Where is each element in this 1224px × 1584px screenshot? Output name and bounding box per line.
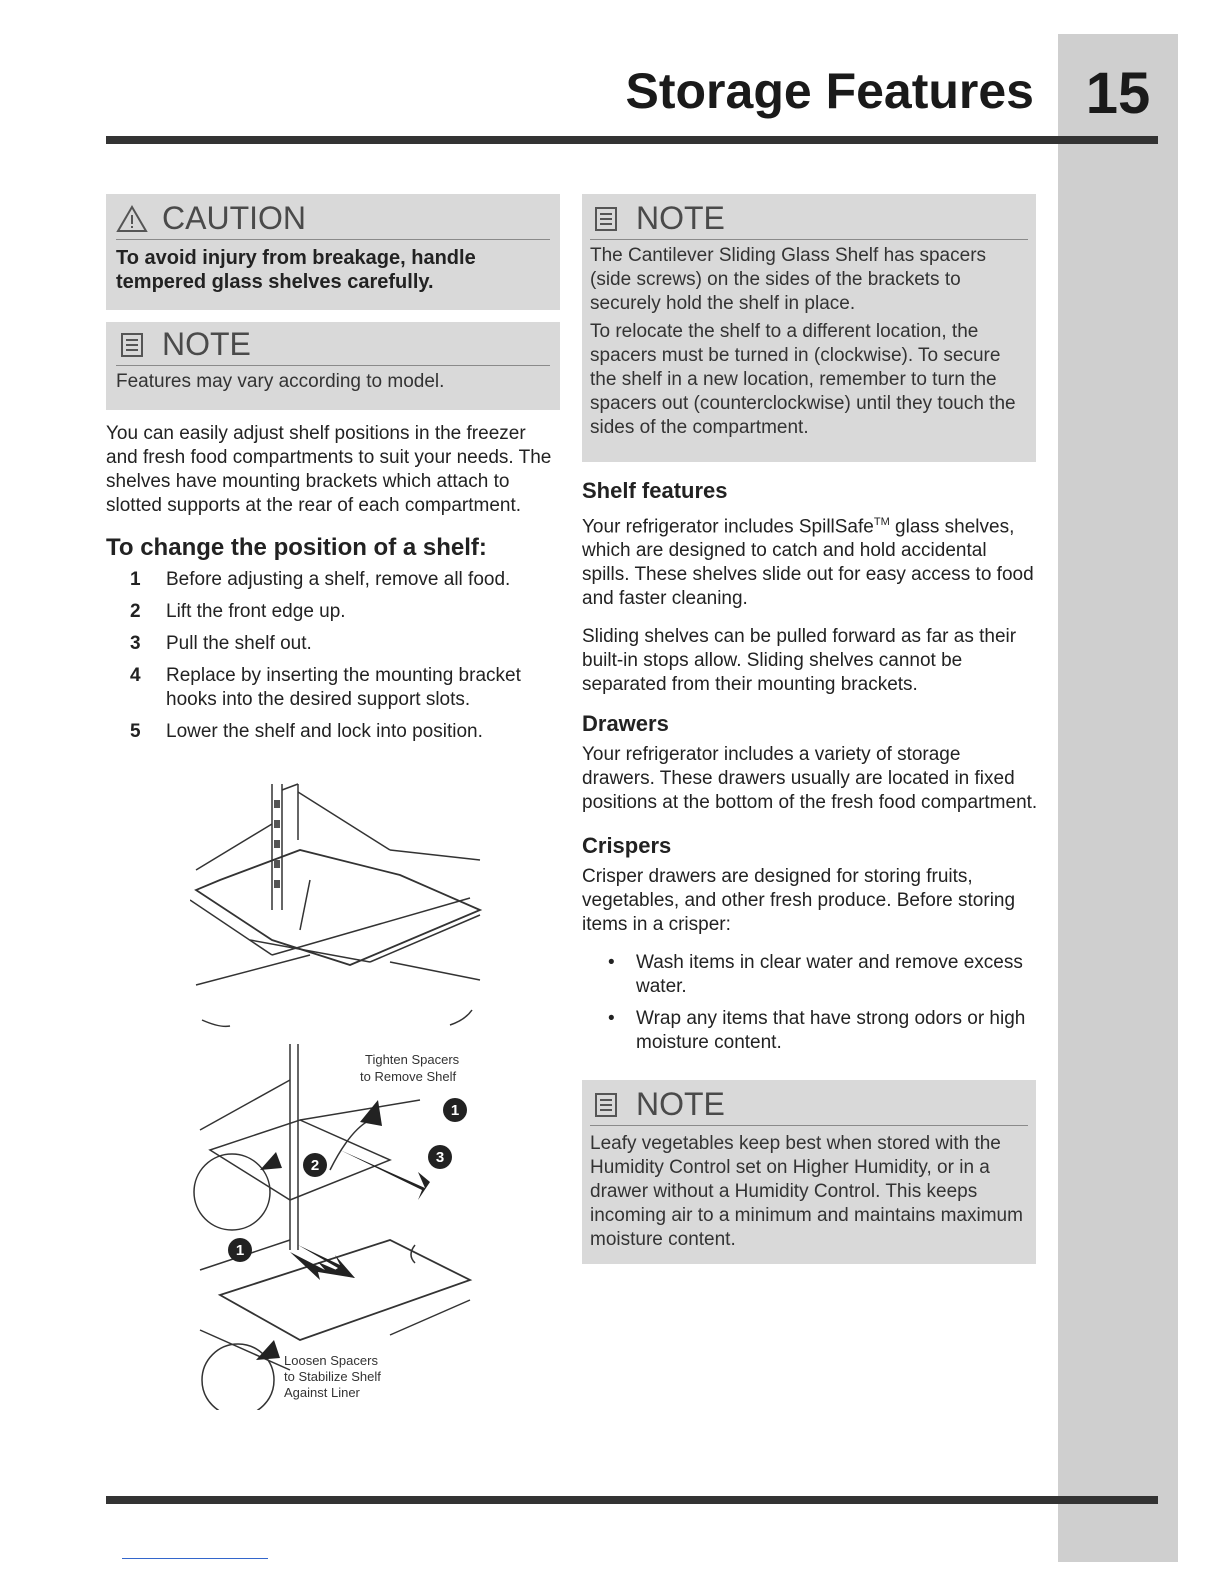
crispers-heading: Crispers (582, 833, 672, 859)
caution-heading-row (116, 200, 550, 240)
step-number: 4 (130, 665, 141, 686)
side-band (1058, 34, 1178, 1562)
note-cantilever-p1: The Cantilever Sliding Glass Shelf has spacers (side screws) on the sides of the brackets to securely hold the shelf in place. (590, 245, 987, 314)
bullet-item (608, 951, 1038, 999)
step-item (106, 720, 556, 744)
step-text: Pull the shelf out. (166, 633, 312, 654)
shelf-bracket-illustration (190, 780, 490, 1030)
label-loosen-line3: Against Liner (284, 1385, 360, 1400)
drawers-text: Your refrigerator includes a variety of storage drawers. These drawers usually are located in fixed positions at the bottom of the fresh food compartment. (582, 744, 1038, 814)
shelf-features-p1-end: glass shelves, which are designed to catch and hold accidental spills. These shelves slide out for easy access to food and faster cleaning. (582, 516, 1034, 610)
caution-heading: CAUTION (162, 200, 306, 236)
warning-triangle-icon (116, 205, 148, 233)
shelf-features-p1-start: Your refrigerator includes SpillSafe (582, 516, 874, 538)
shelf-features-p1 (582, 510, 1038, 611)
note-icon (590, 1091, 622, 1119)
page-number: 15 (1085, 61, 1151, 126)
page-title: Storage Features (625, 63, 1034, 119)
step-number: 1 (130, 569, 141, 590)
step-text: Before adjusting a shelf, remove all food. (166, 569, 511, 590)
shelf-features-heading: Shelf features (582, 478, 728, 503)
label-tighten-line2: to Remove Shelf (360, 1069, 457, 1084)
shelf-features-p2: Sliding shelves can be pulled forward as far as their built-in stops allow. Sliding shelves cannot be separated from their mounting brackets. (582, 626, 1017, 696)
caution-box (106, 194, 560, 310)
note-leafy-box (582, 1080, 1036, 1264)
footer-rule (106, 1496, 1158, 1504)
label-loosen-line1: Loosen Spacers (284, 1353, 378, 1368)
step-number: 5 (130, 721, 141, 742)
step-item (106, 664, 556, 712)
right-column (582, 470, 1038, 1063)
note-leafy-text: Leafy vegetables keep best when stored with the Humidity Control set on Higher Humidity, or in a drawer without a Humidity Control. This keeps incoming air to a minimum and maintains maximum moisture content. (590, 1133, 1023, 1250)
callout-1-top: 1 (450, 1102, 460, 1119)
label-tighten-line1: Tighten Spacers (365, 1052, 460, 1067)
trademark-mark: TM (873, 516, 890, 528)
step-item (106, 600, 556, 624)
note-cantilever-p2: To relocate the shelf to a different location, the spacers must be turned in (clockwise). To secure the shelf in a new location, remember to turn the spacers out (counterclockwise) until they touch the sides of the compartment. (590, 321, 1016, 438)
note-icon (590, 205, 622, 233)
sliding-shelf-illustration (190, 1040, 490, 1410)
caution-text: To avoid injury from breakage, handle tempered glass shelves carefully. (116, 247, 476, 293)
bullet-text: Wrap any items that have strong odors or high moisture content. (636, 1008, 1026, 1054)
header-rule (106, 136, 1158, 144)
crispers-text: Crisper drawers are designed for storing fruits, vegetables, and other fresh produce. Before storing items in a crisper: (582, 866, 1016, 936)
step-number: 3 (130, 633, 141, 654)
note-features-box (106, 322, 560, 410)
step-text: Lift the front edge up. (166, 601, 346, 622)
note-cantilever-box (582, 194, 1036, 462)
note-icon (116, 331, 148, 359)
callout-1-bottom: 1 (235, 1242, 245, 1259)
intro-paragraph: You can easily adjust shelf positions in the freezer and fresh food compartments to suit your needs. The shelves have mounting brackets which attach to slotted supports at the rear of each compartment. (106, 423, 552, 516)
step-number: 2 (130, 601, 141, 622)
step-item (106, 568, 556, 592)
step-text: Replace by inserting the mounting bracket hooks into the desired support slots. (166, 665, 521, 710)
note-cantilever-heading-row (590, 200, 1028, 240)
note-cantilever-body (590, 244, 1028, 440)
note-cantilever-heading: NOTE (636, 200, 725, 236)
note-leafy-heading: NOTE (636, 1086, 725, 1122)
change-position-heading: To change the position of a shelf: (106, 534, 487, 561)
note-features-heading: NOTE (162, 326, 251, 362)
footer-link-line (122, 1558, 268, 1559)
left-column (106, 422, 556, 752)
drawers-heading: Drawers (582, 711, 669, 737)
bullet-text: Wash items in clear water and remove excess water. (636, 952, 1023, 998)
crispers-bullets (582, 951, 1038, 1055)
bullet-item (608, 1007, 1038, 1055)
bullet-dot: • (608, 952, 615, 974)
label-loosen-line2: to Stabilize Shelf (284, 1369, 381, 1384)
note-leafy-heading-row (590, 1086, 1028, 1126)
step-item (106, 632, 556, 656)
callout-3: 3 (435, 1149, 445, 1166)
callout-2: 2 (310, 1157, 320, 1174)
steps-list (106, 568, 556, 744)
note-features-heading-row (116, 326, 550, 366)
bullet-dot: • (608, 1008, 615, 1030)
step-text: Lower the shelf and lock into position. (166, 721, 483, 742)
note-features-text: Features may vary according to model. (116, 371, 445, 392)
